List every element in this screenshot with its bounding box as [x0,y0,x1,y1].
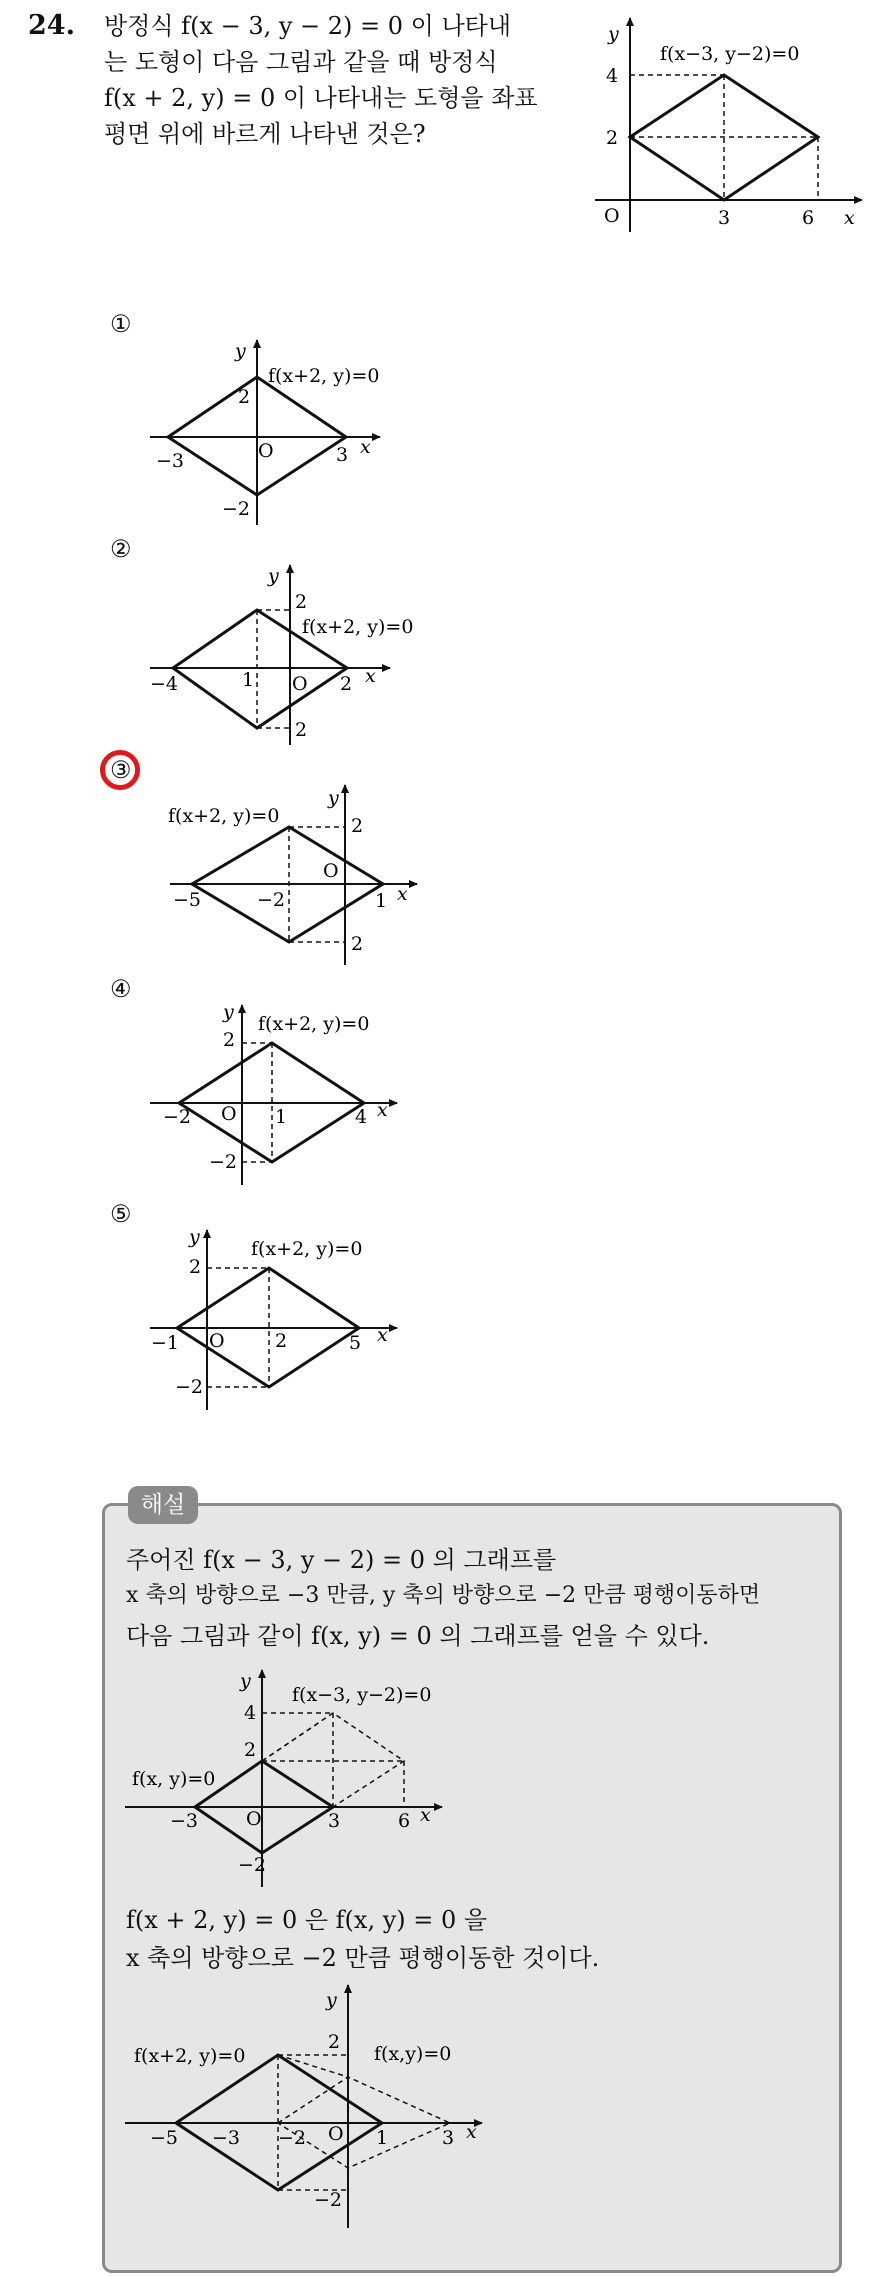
tick-neg1: −1 [151,1332,180,1354]
tick-2: 2 [189,1256,202,1278]
tick-2: 2 [351,815,364,837]
y-label: y [268,565,279,587]
origin-label: O [323,860,339,882]
tick-1: 1 [376,2127,389,2149]
solution-line-1: 주어진 f(x − 3, y − 2) = 0 의 그래프를 [126,1546,557,1574]
tick-2: 2 [295,591,308,613]
curve-label: f(x+2, y)=0 [302,616,414,638]
option-1-graph[interactable] [140,335,440,530]
tick-3: 3 [336,444,349,466]
x-label: x [844,207,855,229]
curve-label-shifted: f(x−3, y−2)=0 [292,1684,432,1706]
tick-3: 3 [442,2127,455,2149]
x-label: x [420,1804,431,1826]
curve-label: f(x+2, y)=0 [268,365,380,387]
question-line-2: 는 도형이 다음 그림과 같을 때 방정식 [104,48,498,76]
x-label: x [360,436,371,458]
option-2-graph[interactable] [140,560,440,750]
solution-line-3: 다음 그림과 같이 f(x, y) = 0 의 그래프를 얻을 수 있다. [126,1622,710,1650]
tick-2: 2 [238,386,251,408]
origin-label: O [604,205,620,227]
option-3-graph[interactable] [165,780,445,970]
tick-1: 1 [375,890,388,912]
tick-2: 2 [606,127,619,149]
origin-label: O [221,1103,237,1125]
question-line-1: 방정식 f(x − 3, y − 2) = 0 이 나타내 [104,12,512,40]
tick-2: 2 [340,673,353,695]
tick-neg3: −3 [156,450,185,472]
tick-4: 4 [355,1106,368,1128]
tick-neg3: −3 [170,1810,199,1832]
tick-1: 1 [275,1106,288,1128]
tick-2: 2 [223,1029,236,1051]
tick-4: 4 [606,65,619,87]
origin-label: O [292,673,308,695]
origin-label: O [246,1808,262,1830]
curve-label: f(x+2, y)=0 [258,1013,370,1035]
option-5-number[interactable]: ⑤ [110,1200,132,1228]
y-label: y [608,23,619,45]
tick-2-bottom: 2 [295,719,308,741]
question-line-3: f(x + 2, y) = 0 이 나타내는 도형을 좌표 [104,84,538,112]
curve-label-fxy: f(x,y)=0 [374,2043,452,2065]
tick-4: 4 [244,1702,257,1724]
tick-neg2: −2 [163,1106,192,1128]
y-label: y [235,340,246,362]
x-label: x [365,665,376,687]
solution-tag: 해설 [128,1486,198,1524]
curve-label: f(x−3, y−2)=0 [660,43,800,65]
y-label: y [240,1670,251,1692]
tick-neg5: −5 [173,889,202,911]
tick-neg2: −2 [238,1854,267,1876]
tick-neg3: −3 [212,2127,241,2149]
origin-label: O [258,440,274,462]
tick-3: 3 [328,1810,341,1832]
tick-neg2: −2 [314,2189,343,2211]
option-4-number[interactable]: ④ [110,975,132,1003]
tick-neg2: −2 [175,1376,204,1398]
tick-neg4: −4 [150,673,179,695]
curve-label: f(x+2, y)=0 [168,805,280,827]
x-label: x [397,883,408,905]
tick-neg2: −2 [209,1151,238,1173]
tick-2: 2 [244,1739,257,1761]
x-label: x [377,1099,388,1121]
x-label: x [466,2121,477,2143]
tick-1: 1 [242,669,255,691]
tick-2: 2 [328,2031,341,2053]
y-label: y [328,787,339,809]
tick-neg2: −2 [278,2127,307,2149]
solution-graph-1 [120,1665,460,1890]
curve-label: f(x+2, y)=0 [251,1238,363,1260]
curve-label-fx2y: f(x+2, y)=0 [134,2045,246,2067]
tick-neg2: −2 [222,498,251,520]
question-line-4: 평면 위에 바르게 나타낸 것은? [104,120,426,148]
tick-3: 3 [718,207,731,229]
solution-graph-2 [120,1980,520,2230]
x-label: x [377,1324,388,1346]
origin-label: O [209,1330,225,1352]
option-4-graph[interactable] [145,1000,425,1190]
question-graph [590,10,870,240]
tick-neg5: −5 [150,2127,179,2149]
y-label: y [189,1226,200,1248]
tick-neg2: −2 [257,889,286,911]
solution-line-5: x 축의 방향으로 −2 만큼 평행이동한 것이다. [126,1944,600,1972]
y-label: y [223,1001,234,1023]
tick-2: 2 [275,1330,288,1352]
origin-label: O [328,2123,344,2145]
tick-6: 6 [398,1810,411,1832]
curve-label-fxy: f(x, y)=0 [132,1768,216,1790]
solution-line-4: f(x + 2, y) = 0 은 f(x, y) = 0 을 [126,1906,488,1934]
option-3-number[interactable]: ③ [110,756,132,784]
tick-5: 5 [349,1332,362,1354]
option-2-number[interactable]: ② [110,535,132,563]
tick-2-bottom: 2 [351,933,364,955]
tick-6: 6 [802,207,815,229]
option-5-graph[interactable] [145,1225,425,1415]
question-number: 24. [28,10,75,41]
option-1-number[interactable]: ① [110,310,132,338]
solution-line-2: x 축의 방향으로 −3 만큼, y 축의 방향으로 −2 만큼 평행이동하면 [126,1583,761,1608]
y-label: y [326,1989,337,2011]
